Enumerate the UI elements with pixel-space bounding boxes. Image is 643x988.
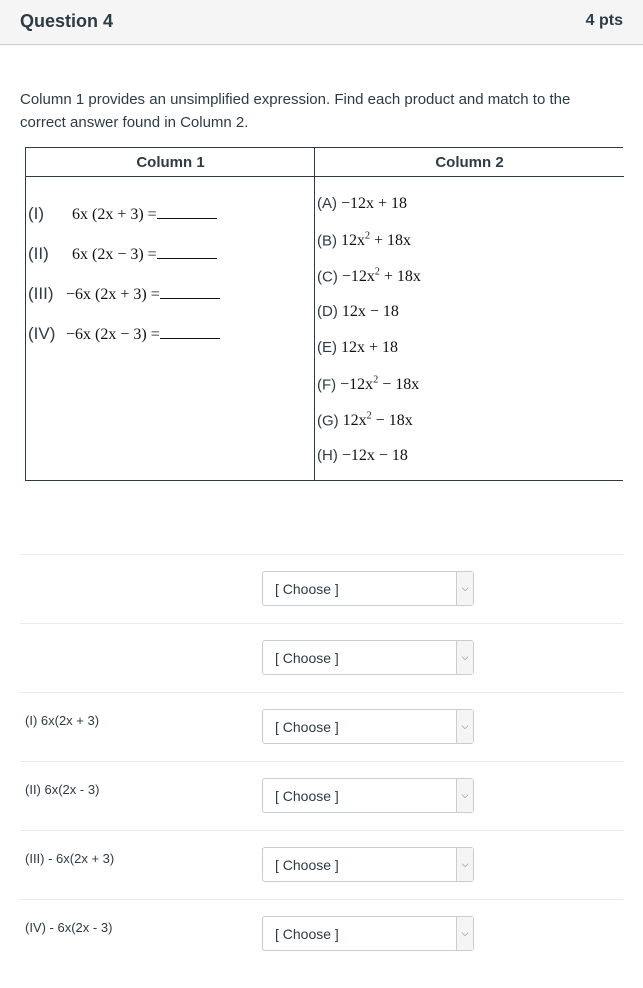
column2-item xyxy=(317,267,421,286)
answer-select[interactable] xyxy=(262,778,474,813)
exponent: 2 xyxy=(373,375,379,386)
answer-select-value: [ Choose ] xyxy=(275,926,339,942)
chevron-down-icon: ⌵ xyxy=(456,779,473,812)
column2-item-label: (E) xyxy=(317,339,337,356)
chevron-down-icon: ⌵ xyxy=(456,848,473,881)
answer-select-value: [ Choose ] xyxy=(275,857,339,873)
answer-blank xyxy=(157,244,217,259)
match-row xyxy=(20,623,623,692)
chevron-down-icon: ⌵ xyxy=(456,917,473,950)
column1-item xyxy=(28,204,217,224)
column2-item-expression-rest: − 18x xyxy=(371,412,413,430)
column2-item-expression: −12x − 18 xyxy=(341,447,408,464)
column1-item-label: (III) xyxy=(28,284,54,303)
match-row xyxy=(20,899,623,968)
match-row xyxy=(20,830,623,899)
column2-item xyxy=(317,375,419,394)
column1-item-label: (I) xyxy=(28,204,45,223)
column2-header: Column 2 xyxy=(315,148,624,177)
column2-item xyxy=(317,303,399,321)
column2-item xyxy=(317,231,411,250)
column2-item-expression-rest: + 18x xyxy=(370,232,412,250)
question-instructions: Column 1 provides an unsimplified expression. Find each product and match to the correct answer found in Column 2. xyxy=(20,91,571,131)
column-divider xyxy=(314,148,315,481)
answer-blank xyxy=(160,324,220,339)
question-header xyxy=(0,0,643,45)
matching-answers xyxy=(20,554,623,968)
column2-item-label: (B) xyxy=(317,232,337,250)
column2-item-expression: −12x + 18 xyxy=(341,195,408,212)
column1-item-expression: 6x (2x − 3) = xyxy=(72,246,157,263)
column2-item-expression-rest: + 18x xyxy=(379,268,421,286)
column2-item-label: (D) xyxy=(317,303,338,320)
chevron-down-icon: ⌵ xyxy=(456,641,473,674)
column2-item-expression: 12x xyxy=(342,412,367,430)
answer-blank xyxy=(157,204,217,219)
column2-item-expression: 12x + 18 xyxy=(341,339,399,356)
match-label: (II) 6x(2x - 3) xyxy=(25,782,100,797)
column2-item-expression: 12x xyxy=(341,232,365,250)
column2-item-label: (C) xyxy=(317,268,338,286)
column2-item-label: (G) xyxy=(317,412,339,430)
question-points: 4 pts xyxy=(585,12,623,29)
column2-item xyxy=(317,411,413,430)
answer-select[interactable] xyxy=(262,571,474,606)
column1-item xyxy=(28,244,217,264)
column2-item-expression-rest: − 18x xyxy=(378,376,420,394)
column1-item-expression: −6x (2x − 3) = xyxy=(66,326,160,343)
column2-item-label: (F) xyxy=(317,376,337,394)
answer-select[interactable] xyxy=(262,847,474,882)
chevron-down-icon: ⌵ xyxy=(456,710,473,743)
match-label: (I) 6x(2x + 3) xyxy=(25,713,100,728)
column2-item xyxy=(317,195,407,213)
exponent: 2 xyxy=(365,231,370,242)
match-row xyxy=(20,692,623,761)
answer-select[interactable] xyxy=(262,916,474,951)
column1-item-label: (II) xyxy=(28,244,49,263)
answer-select-value: [ Choose ] xyxy=(275,650,339,666)
column1-item xyxy=(28,324,220,344)
chevron-down-icon: ⌵ xyxy=(456,572,473,605)
answer-select-value: [ Choose ] xyxy=(275,788,339,804)
match-label: (III) - 6x(2x + 3) xyxy=(25,851,115,866)
match-label: (IV) - 6x(2x - 3) xyxy=(25,920,113,935)
column2-item-expression: −12x xyxy=(340,376,374,394)
column2-item-expression: −12x xyxy=(341,268,375,286)
column2-item-label: (A) xyxy=(317,195,337,212)
column1-item-expression: −6x (2x + 3) = xyxy=(66,286,160,303)
exponent: 2 xyxy=(366,411,372,422)
columns-table xyxy=(25,147,623,481)
column2-item-expression: 12x − 18 xyxy=(341,303,399,320)
column1-item-label: (IV) xyxy=(28,324,56,343)
exponent: 2 xyxy=(374,267,380,278)
answer-select[interactable] xyxy=(262,640,474,675)
column1-header: Column 1 xyxy=(26,148,315,177)
column1-item-expression: 6x (2x + 3) = xyxy=(72,206,157,223)
column2-item-label: (H) xyxy=(317,447,338,464)
answer-blank xyxy=(160,284,220,299)
column2-item xyxy=(317,447,408,465)
answer-select[interactable] xyxy=(262,709,474,744)
answer-select-value: [ Choose ] xyxy=(275,581,339,597)
question-title: Question 4 xyxy=(20,11,114,31)
match-row xyxy=(20,761,623,830)
column1-item xyxy=(28,284,220,304)
answer-select-value: [ Choose ] xyxy=(275,719,339,735)
match-row xyxy=(20,554,623,623)
column2-item xyxy=(317,339,398,357)
